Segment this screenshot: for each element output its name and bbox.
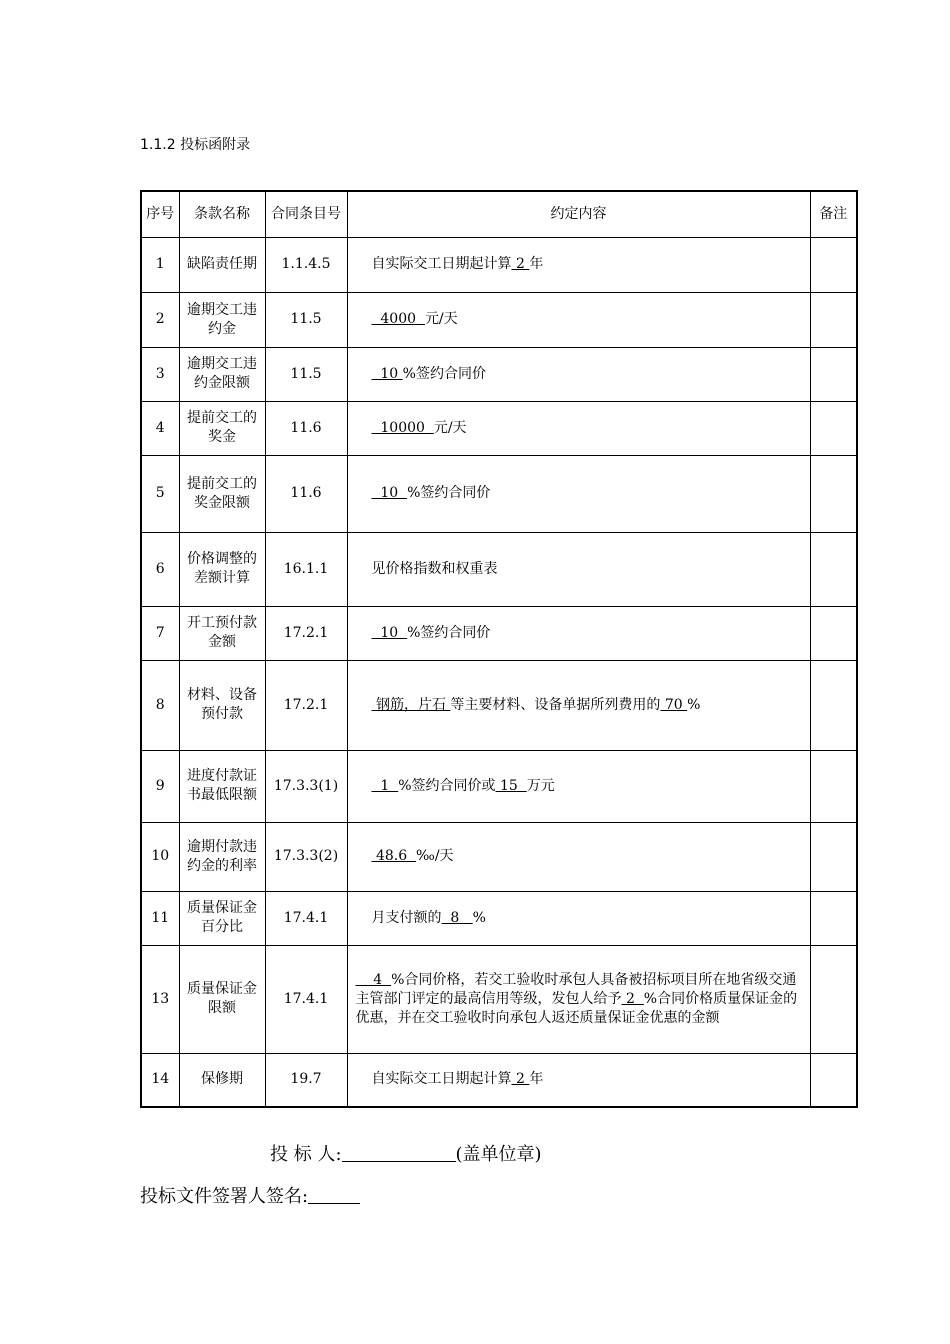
row-num: 4 [141, 401, 179, 455]
row-clause: 17.3.3(1) [265, 750, 347, 822]
filled-value: 10 [371, 624, 408, 641]
row-clause: 17.2.1 [265, 660, 347, 750]
content-text: 元/天 [424, 311, 458, 327]
content-text: 元/天 [433, 419, 467, 436]
row-num: 14 [141, 1053, 179, 1107]
row-clause: 1.1.4.5 [265, 237, 347, 292]
filled-value: 2 [621, 990, 644, 1007]
row-name: 逾期交工违约金 [179, 292, 265, 347]
row-content [347, 455, 810, 532]
row-remark [810, 455, 857, 532]
row-content [347, 660, 810, 750]
row-name: 进度付款证书最低限额 [179, 750, 265, 822]
row-clause: 11.5 [265, 347, 347, 401]
filled-value: 2 [511, 256, 530, 272]
row-remark [810, 750, 857, 822]
content-text: %签约合同价 [402, 365, 486, 382]
row-remark [810, 660, 857, 750]
filled-value: 10000 [371, 419, 434, 436]
table-body [141, 237, 857, 1107]
row-remark [810, 822, 857, 891]
table-row [141, 1053, 857, 1107]
row-clause: 11.6 [265, 455, 347, 532]
filled-value: 1 [371, 777, 399, 794]
content-text: 万元 [526, 777, 555, 794]
filled-value: 15 [495, 777, 527, 794]
signer-blank[interactable] [308, 1185, 360, 1204]
content-text: %签约合同价 [407, 624, 491, 641]
content-text: %合同价格，若交工验收时承包人具备被招标项目所在地省级交通主管部门评定的最高信用等级，发包人给予 [355, 971, 797, 1007]
row-clause: 17.2.1 [265, 606, 347, 660]
content-text: 年 [529, 1071, 544, 1088]
bidder-signature-line [270, 1140, 542, 1166]
row-num: 5 [141, 455, 179, 532]
row-remark [810, 401, 857, 455]
row-remark [810, 292, 857, 347]
row-content [347, 292, 810, 347]
row-remark [810, 891, 857, 945]
row-clause: 11.5 [265, 292, 347, 347]
row-content [347, 237, 810, 292]
header-num: 序号 [141, 191, 179, 237]
header-clause: 合同条目号 [265, 191, 347, 237]
filled-value: 10 [371, 365, 403, 382]
content-text: %合同价格质量保证金的优惠，并在交工验收时向承包人返还质量保证金优惠的金额 [355, 990, 798, 1026]
row-content [347, 1053, 810, 1107]
row-num: 9 [141, 750, 179, 822]
table-row [141, 606, 857, 660]
content-text: % [472, 909, 486, 926]
row-name: 开工预付款金额 [179, 606, 265, 660]
row-remark [810, 532, 857, 606]
row-remark [810, 1053, 857, 1107]
content-text: ‰/天 [416, 848, 454, 864]
row-clause: 17.4.1 [265, 945, 347, 1053]
row-num: 6 [141, 532, 179, 606]
bidder-seal-blank[interactable] [342, 1143, 456, 1162]
content-text: 年 [529, 256, 544, 272]
row-remark [810, 945, 857, 1053]
row-remark [810, 606, 857, 660]
content-text: 自实际交工日期起计算 [371, 256, 512, 272]
row-name: 价格调整的差额计算 [179, 532, 265, 606]
row-name: 保修期 [179, 1053, 265, 1107]
row-content [347, 945, 810, 1053]
section-title: 1.1.2 投标函附录 [140, 137, 251, 153]
filled-value: 70 [660, 696, 688, 713]
table-row [141, 292, 857, 347]
filled-value: 10 [371, 485, 408, 501]
row-num: 10 [141, 822, 179, 891]
bidder-label: 投 标 人: [270, 1144, 342, 1165]
header-name: 条款名称 [179, 191, 265, 237]
bid-appendix-table [140, 190, 858, 1108]
table-row [141, 237, 857, 292]
row-num: 13 [141, 945, 179, 1053]
table-row [141, 822, 857, 891]
filled-value: 48.6 [371, 848, 417, 864]
row-clause: 19.7 [265, 1053, 347, 1107]
row-name: 材料、设备预付款 [179, 660, 265, 750]
row-content [347, 606, 810, 660]
content-text: %签约合同价或 [398, 777, 496, 794]
filled-value: 2 [511, 1071, 530, 1088]
signer-signature-line [140, 1182, 360, 1208]
filled-value: 4 [355, 971, 392, 988]
row-remark [810, 237, 857, 292]
row-name: 缺陷责任期 [179, 237, 265, 292]
signer-label: 投标文件签署人签名: [140, 1186, 309, 1207]
table-row [141, 401, 857, 455]
content-text: 等主要材料、设备单据所列费用的 [450, 696, 661, 713]
table-row [141, 347, 857, 401]
content-text: 见价格指数和权重表 [371, 560, 498, 577]
bidder-suffix: (盖单位章) [455, 1144, 542, 1165]
header-content: 约定内容 [347, 191, 810, 237]
row-name: 质量保证金百分比 [179, 891, 265, 945]
content-text: 月支付额的 [371, 909, 442, 926]
table-row [141, 532, 857, 606]
row-clause: 17.3.3(2) [265, 822, 347, 891]
table-row [141, 660, 857, 750]
row-name: 逾期付款违约金的利率 [179, 822, 265, 891]
filled-value: 8 [441, 909, 473, 926]
row-content [347, 401, 810, 455]
content-text: 自实际交工日期起计算 [371, 1071, 512, 1088]
header-remark: 备注 [810, 191, 857, 237]
row-content [347, 822, 810, 891]
row-content [347, 750, 810, 822]
table-header-row [141, 191, 857, 237]
row-clause: 16.1.1 [265, 532, 347, 606]
row-name: 质量保证金限额 [179, 945, 265, 1053]
row-num: 2 [141, 292, 179, 347]
row-num: 8 [141, 660, 179, 750]
row-clause: 17.4.1 [265, 891, 347, 945]
row-clause: 11.6 [265, 401, 347, 455]
filled-value: 4000 [371, 311, 425, 327]
row-remark [810, 347, 857, 401]
table-row [141, 455, 857, 532]
row-content [347, 532, 810, 606]
content-text: % [687, 696, 701, 713]
row-content [347, 891, 810, 945]
row-name: 提前交工的奖金 [179, 401, 265, 455]
row-content [347, 347, 810, 401]
row-num: 7 [141, 606, 179, 660]
filled-value: 钢筋，片石 [371, 696, 451, 713]
content-text: %签约合同价 [407, 485, 491, 501]
row-num: 1 [141, 237, 179, 292]
row-name: 逾期交工违约金限额 [179, 347, 265, 401]
table-row [141, 891, 857, 945]
row-num: 3 [141, 347, 179, 401]
table-row [141, 750, 857, 822]
table-row [141, 945, 857, 1053]
row-name: 提前交工的奖金限额 [179, 455, 265, 532]
row-num: 11 [141, 891, 179, 945]
